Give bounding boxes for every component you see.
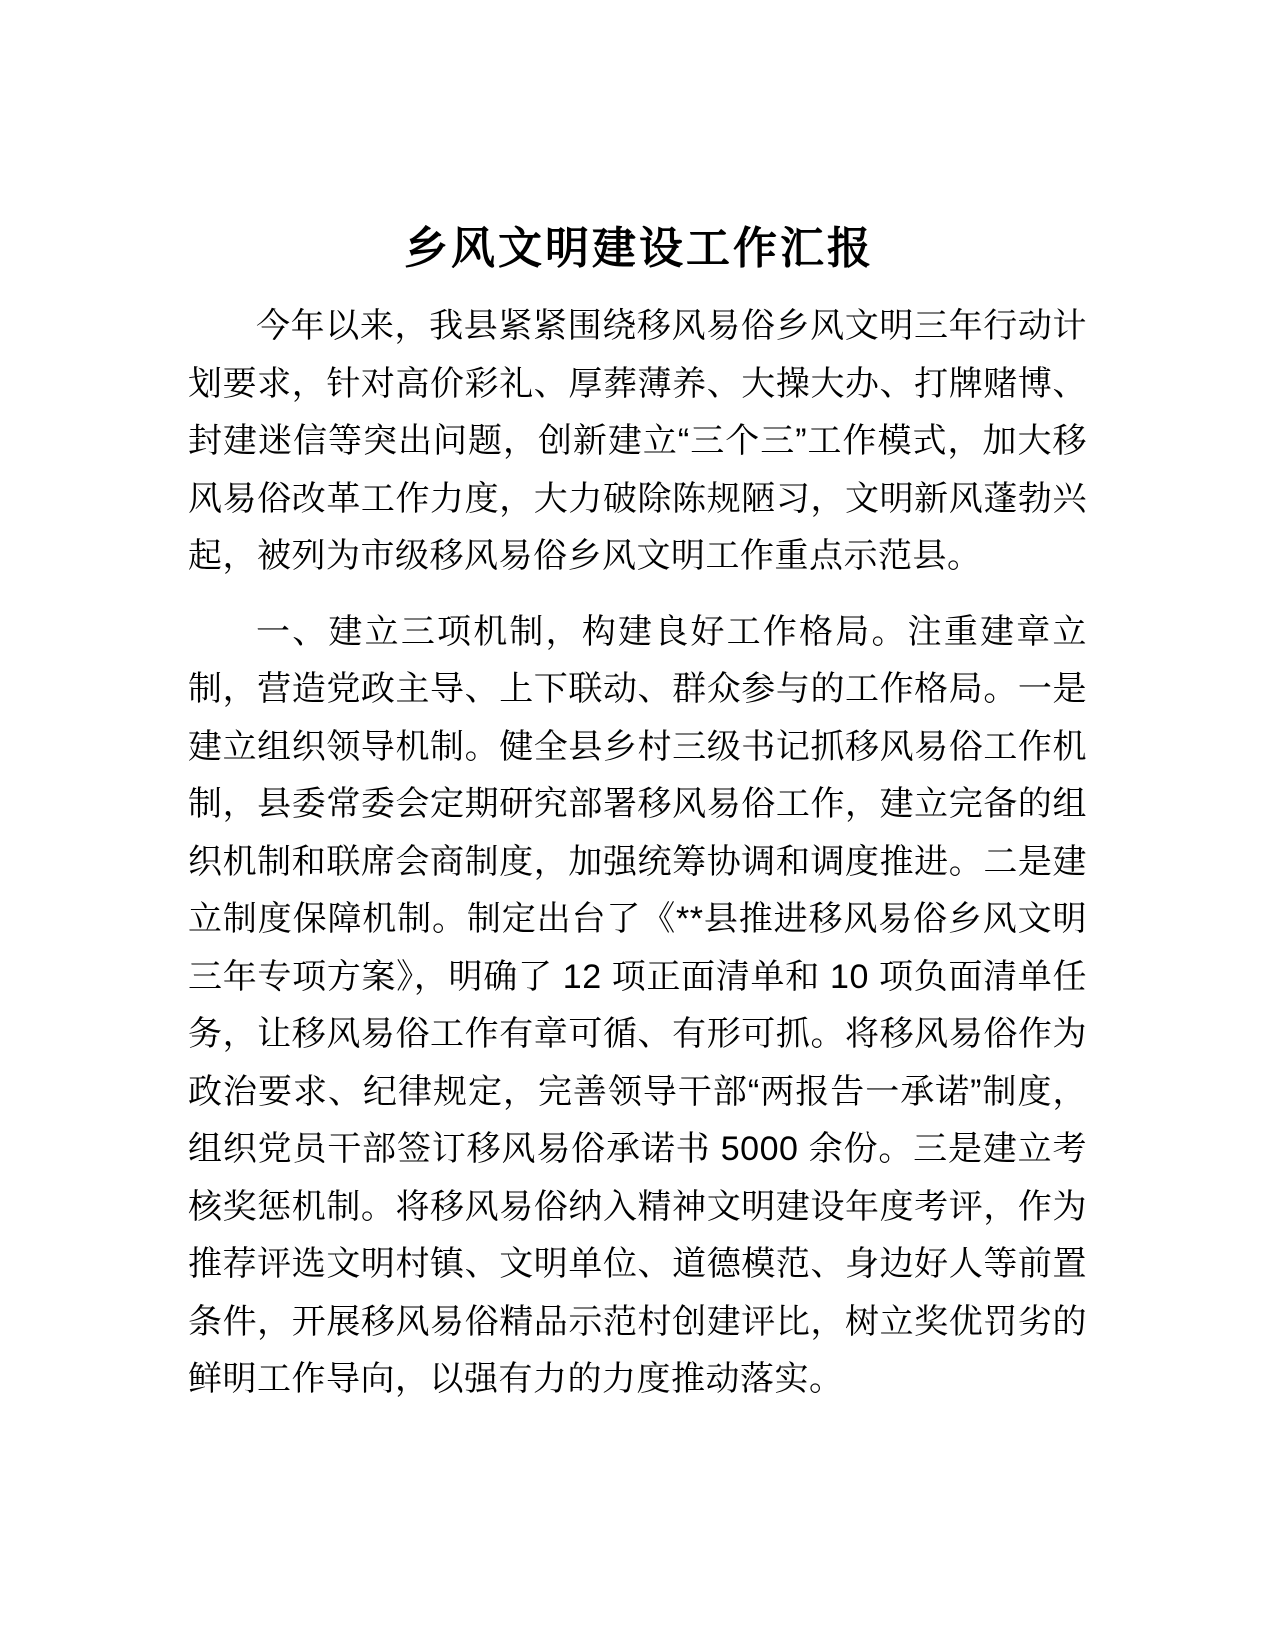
document-title: 乡风文明建设工作汇报 [404,224,874,273]
body-paragraph-section-one: 一、建立三项机制，构建良好工作格局。注重建章立制，营造党政主导、上下联动、群众参与的工作格局。一是建立组织领导机制。健全县乡村三级书记抓移风易俗工作机制，县委常委会定期研究部署移风易俗工作，建立完备的组织机制和联席会商制度，加强统筹协调和调度推进。二是建立制度保障机制。制定出台了《**县推进移风易俗乡风文明三年专项方案》，明确了 12 项正面清单和 10 项负面清单任务，让移风易俗工作有章可循、有形可抓。将移风易俗作为政治要求、纪律规定，完善领导干部“两报告一承诺”制度，组织党员干部签订移风易俗承诺书 5000 余份。三是建立考核奖惩机制。将移风易俗纳入精神文明建设年度考评，作为推荐评选文明村镇、文明单位、道德模范、身边好人等前置条件，开展移风易俗精品示范村创建评比，树立奖优罚劣的鲜明工作导向，以强有力的力度推动落实。 [188,612,1087,1398]
body-paragraph-intro: 今年以来，我县紧紧围绕移风易俗乡风文明三年行动计划要求，针对高价彩礼、厚葬薄养、大操大办、打牌赌博、封建迷信等突出问题，创新建立“三个三”工作模式，加大移风易俗改革工作力度，大力破除陈规陋习，文明新风蓬勃兴起，被列为市级移风易俗乡风文明工作重点示范县。 [188,307,1087,575]
